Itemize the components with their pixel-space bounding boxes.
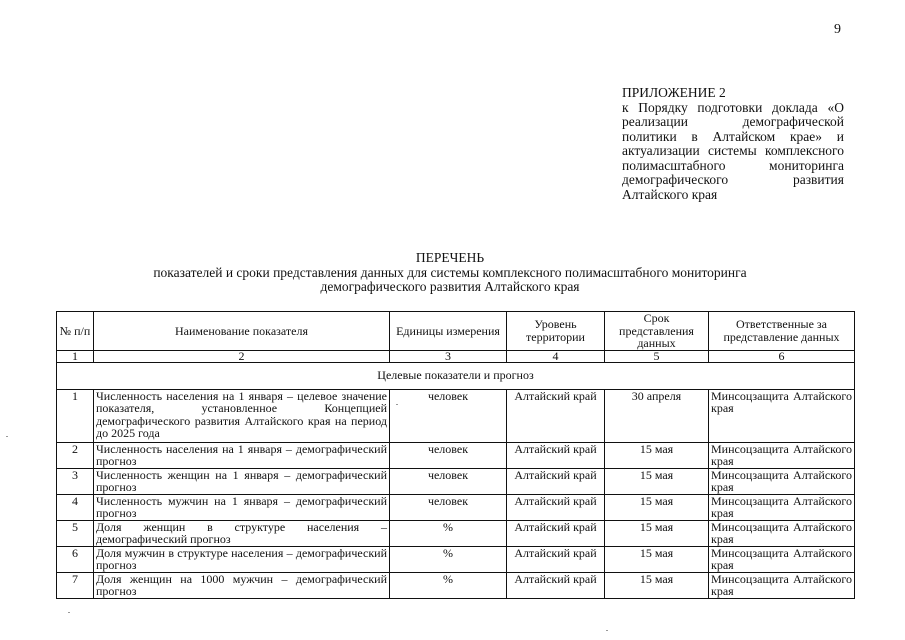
row-deadline: 30 апреля [605,389,709,442]
row-responsible: Минсоцзащита Алтайского края [709,389,855,442]
row-level: Алтайский край [507,494,605,520]
row-deadline: 15 мая [605,468,709,494]
appendix-block [622,86,844,202]
column-number-row [57,350,855,362]
table-row [57,572,855,598]
section-title: Целевые показатели и прогноз [57,362,855,389]
row-num: 7 [57,572,94,598]
page-number: 9 [834,22,841,37]
column-number: 4 [507,350,605,362]
section-row [57,362,855,389]
row-name: Доля женщин на 1000 мужчин – демографический прогноз [94,572,390,598]
row-name: Доля женщин в структуре населения – демографический прогноз [94,520,390,546]
column-number: 2 [94,350,390,362]
scan-speck [68,612,70,613]
indicators-table [56,311,855,599]
row-level: Алтайский край [507,546,605,572]
table-header-row [57,312,855,351]
row-name: Доля мужчин в структуре населения – демографический прогноз [94,546,390,572]
row-num: 6 [57,546,94,572]
scan-speck [606,630,608,631]
appendix-title: ПРИЛОЖЕНИЕ 2 [622,85,726,100]
header-name: Наименование показателя [94,312,390,351]
scan-speck [6,436,8,437]
row-responsible: Минсоцзащита Алтайского края [709,494,855,520]
row-unit: % [390,546,507,572]
heading-title: ПЕРЕЧЕНЬ [415,250,485,265]
row-unit: % [390,572,507,598]
row-responsible: Минсоцзащита Алтайского края [709,468,855,494]
row-unit: человек [390,494,507,520]
row-name: Численность мужчин на 1 января – демографический прогноз [94,494,390,520]
row-deadline: 15 мая [605,442,709,468]
row-unit: % [390,520,507,546]
column-number: 6 [709,350,855,362]
table-row [57,389,855,442]
row-responsible: Минсоцзащита Алтайского края [709,520,855,546]
row-responsible: Минсоцзащита Алтайского края [709,442,855,468]
scan-speck [396,404,398,405]
header-responsible: Ответственные за представление данных [709,312,855,351]
row-deadline: 15 мая [605,494,709,520]
row-name: Численность населения на 1 января – целевое значение показателя, установленное Концепцией демографического развития Алтайского края на период до 2025 года [94,389,390,442]
header-unit: Единицы измерения [390,312,507,351]
table-row [57,468,855,494]
heading-subtitle: показателей и сроки представления данных для системы комплексного полимасштабного мониторинга демографического развития Алтайского края [153,264,747,294]
row-level: Алтайский край [507,572,605,598]
row-level: Алтайский край [507,468,605,494]
header-deadline: Срок представления данных [605,312,709,351]
row-responsible: Минсоцзащита Алтайского края [709,572,855,598]
appendix-text: к Порядку подготовки доклада «О реализации демографической политики в Алтайском крае» и актуализации системы комплексного полимасштабного мониторинга демографического развития Алтайского края [622,99,844,202]
column-number: 3 [390,350,507,362]
row-level: Алтайский край [507,389,605,442]
row-num: 1 [57,389,94,442]
table-row [57,442,855,468]
row-name: Численность населения на 1 января – демографический прогноз [94,442,390,468]
table-row [57,520,855,546]
row-unit: человек [390,442,507,468]
header-num: № п/п [57,312,94,351]
header-level: Уровень территории [507,312,605,351]
row-num: 4 [57,494,94,520]
column-number: 5 [605,350,709,362]
row-deadline: 15 мая [605,546,709,572]
row-level: Алтайский край [507,520,605,546]
row-deadline: 15 мая [605,572,709,598]
row-unit: человек [390,389,507,442]
column-number: 1 [57,350,94,362]
row-responsible: Минсоцзащита Алтайского края [709,546,855,572]
indicators-table-wrapper [56,311,854,599]
table-row [57,494,855,520]
row-num: 5 [57,520,94,546]
row-num: 3 [57,468,94,494]
table-row [57,546,855,572]
row-name: Численность женщин на 1 января – демографический прогноз [94,468,390,494]
row-deadline: 15 мая [605,520,709,546]
document-heading [150,251,750,295]
row-level: Алтайский край [507,442,605,468]
row-unit: человек [390,468,507,494]
row-num: 2 [57,442,94,468]
